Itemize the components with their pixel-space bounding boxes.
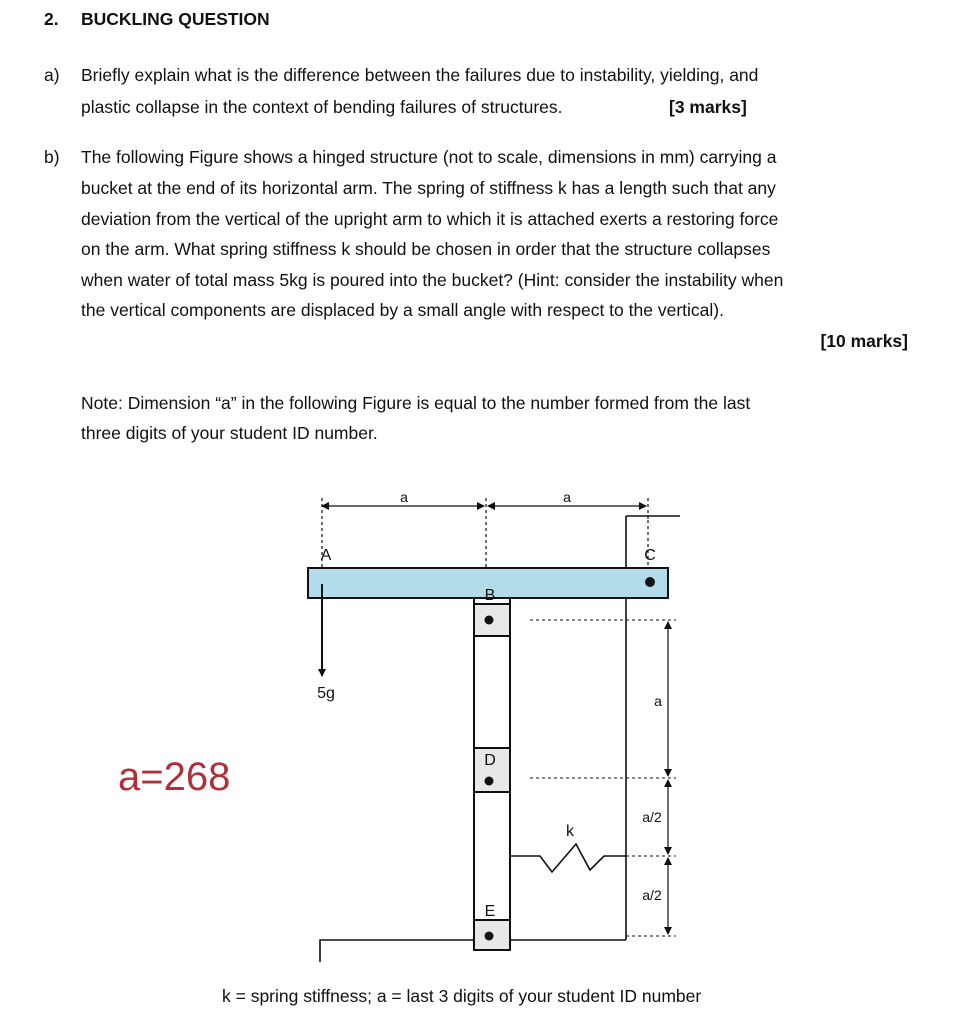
dim-a-vertical-label: a xyxy=(654,693,662,709)
note-text-line: Note: Dimension “a” in the following Figure is equal to the number formed from the last xyxy=(81,393,751,413)
figure-caption: k = spring stiffness; a = last 3 digits of your student ID number xyxy=(222,986,702,1006)
hinge-c-dot xyxy=(645,577,655,587)
point-b-label: B xyxy=(484,587,496,604)
question-number: 2. xyxy=(44,9,59,29)
a-value-annotation: a=268 xyxy=(118,755,231,799)
part-b-label: b) xyxy=(44,147,60,167)
load-label: 5g xyxy=(317,685,335,702)
spring xyxy=(510,844,626,872)
point-a-label: A xyxy=(320,547,332,564)
hinge-b-dot xyxy=(485,616,494,625)
part-b-marks: [10 marks] xyxy=(820,331,908,351)
spring-label: k xyxy=(566,823,574,840)
top-dimensions xyxy=(322,498,648,568)
part-b-text-line: deviation from the vertical of the upright arm to which it is attached exerts a restoring force xyxy=(81,209,779,229)
dim-a-right-label: a xyxy=(563,489,571,505)
hinge-e-dot xyxy=(485,932,494,941)
dim-a-left-label: a xyxy=(400,489,408,505)
part-b-text-line: when water of total mass 5kg is poured into the bucket? (Hint: consider the instability when xyxy=(81,270,784,290)
dim-a-half-lower-label: a/2 xyxy=(642,887,662,903)
part-b-text-line: The following Figure shows a hinged structure (not to scale, dimensions in mm) carrying a xyxy=(81,147,777,167)
part-b-text-line: on the arm. What spring stiffness k should be chosen in order that the structure collapses xyxy=(81,239,771,259)
note-text-line: three digits of your student ID number. xyxy=(81,423,378,443)
question-heading: BUCKLING QUESTION xyxy=(81,9,270,29)
hinge-d-dot xyxy=(485,777,494,786)
point-d-label: D xyxy=(484,752,496,769)
part-b-text-line: bucket at the end of its horizontal arm. The spring of stiffness k has a length such that any xyxy=(81,178,776,198)
ground-line xyxy=(320,940,474,962)
part-a-text-line: plastic collapse in the context of bending failures of structures. xyxy=(81,97,563,117)
part-a-label: a) xyxy=(44,65,60,85)
point-c-label: C xyxy=(644,547,656,564)
part-a-marks: [3 marks] xyxy=(669,97,747,117)
part-a-text-line: Briefly explain what is the difference between the failures due to instability, yielding, and xyxy=(81,65,759,85)
dim-a-half-upper-label: a/2 xyxy=(642,809,662,825)
point-e-label: E xyxy=(484,903,496,920)
part-b-text-line: the vertical components are displaced by a small angle with respect to the vertical). xyxy=(81,300,724,320)
